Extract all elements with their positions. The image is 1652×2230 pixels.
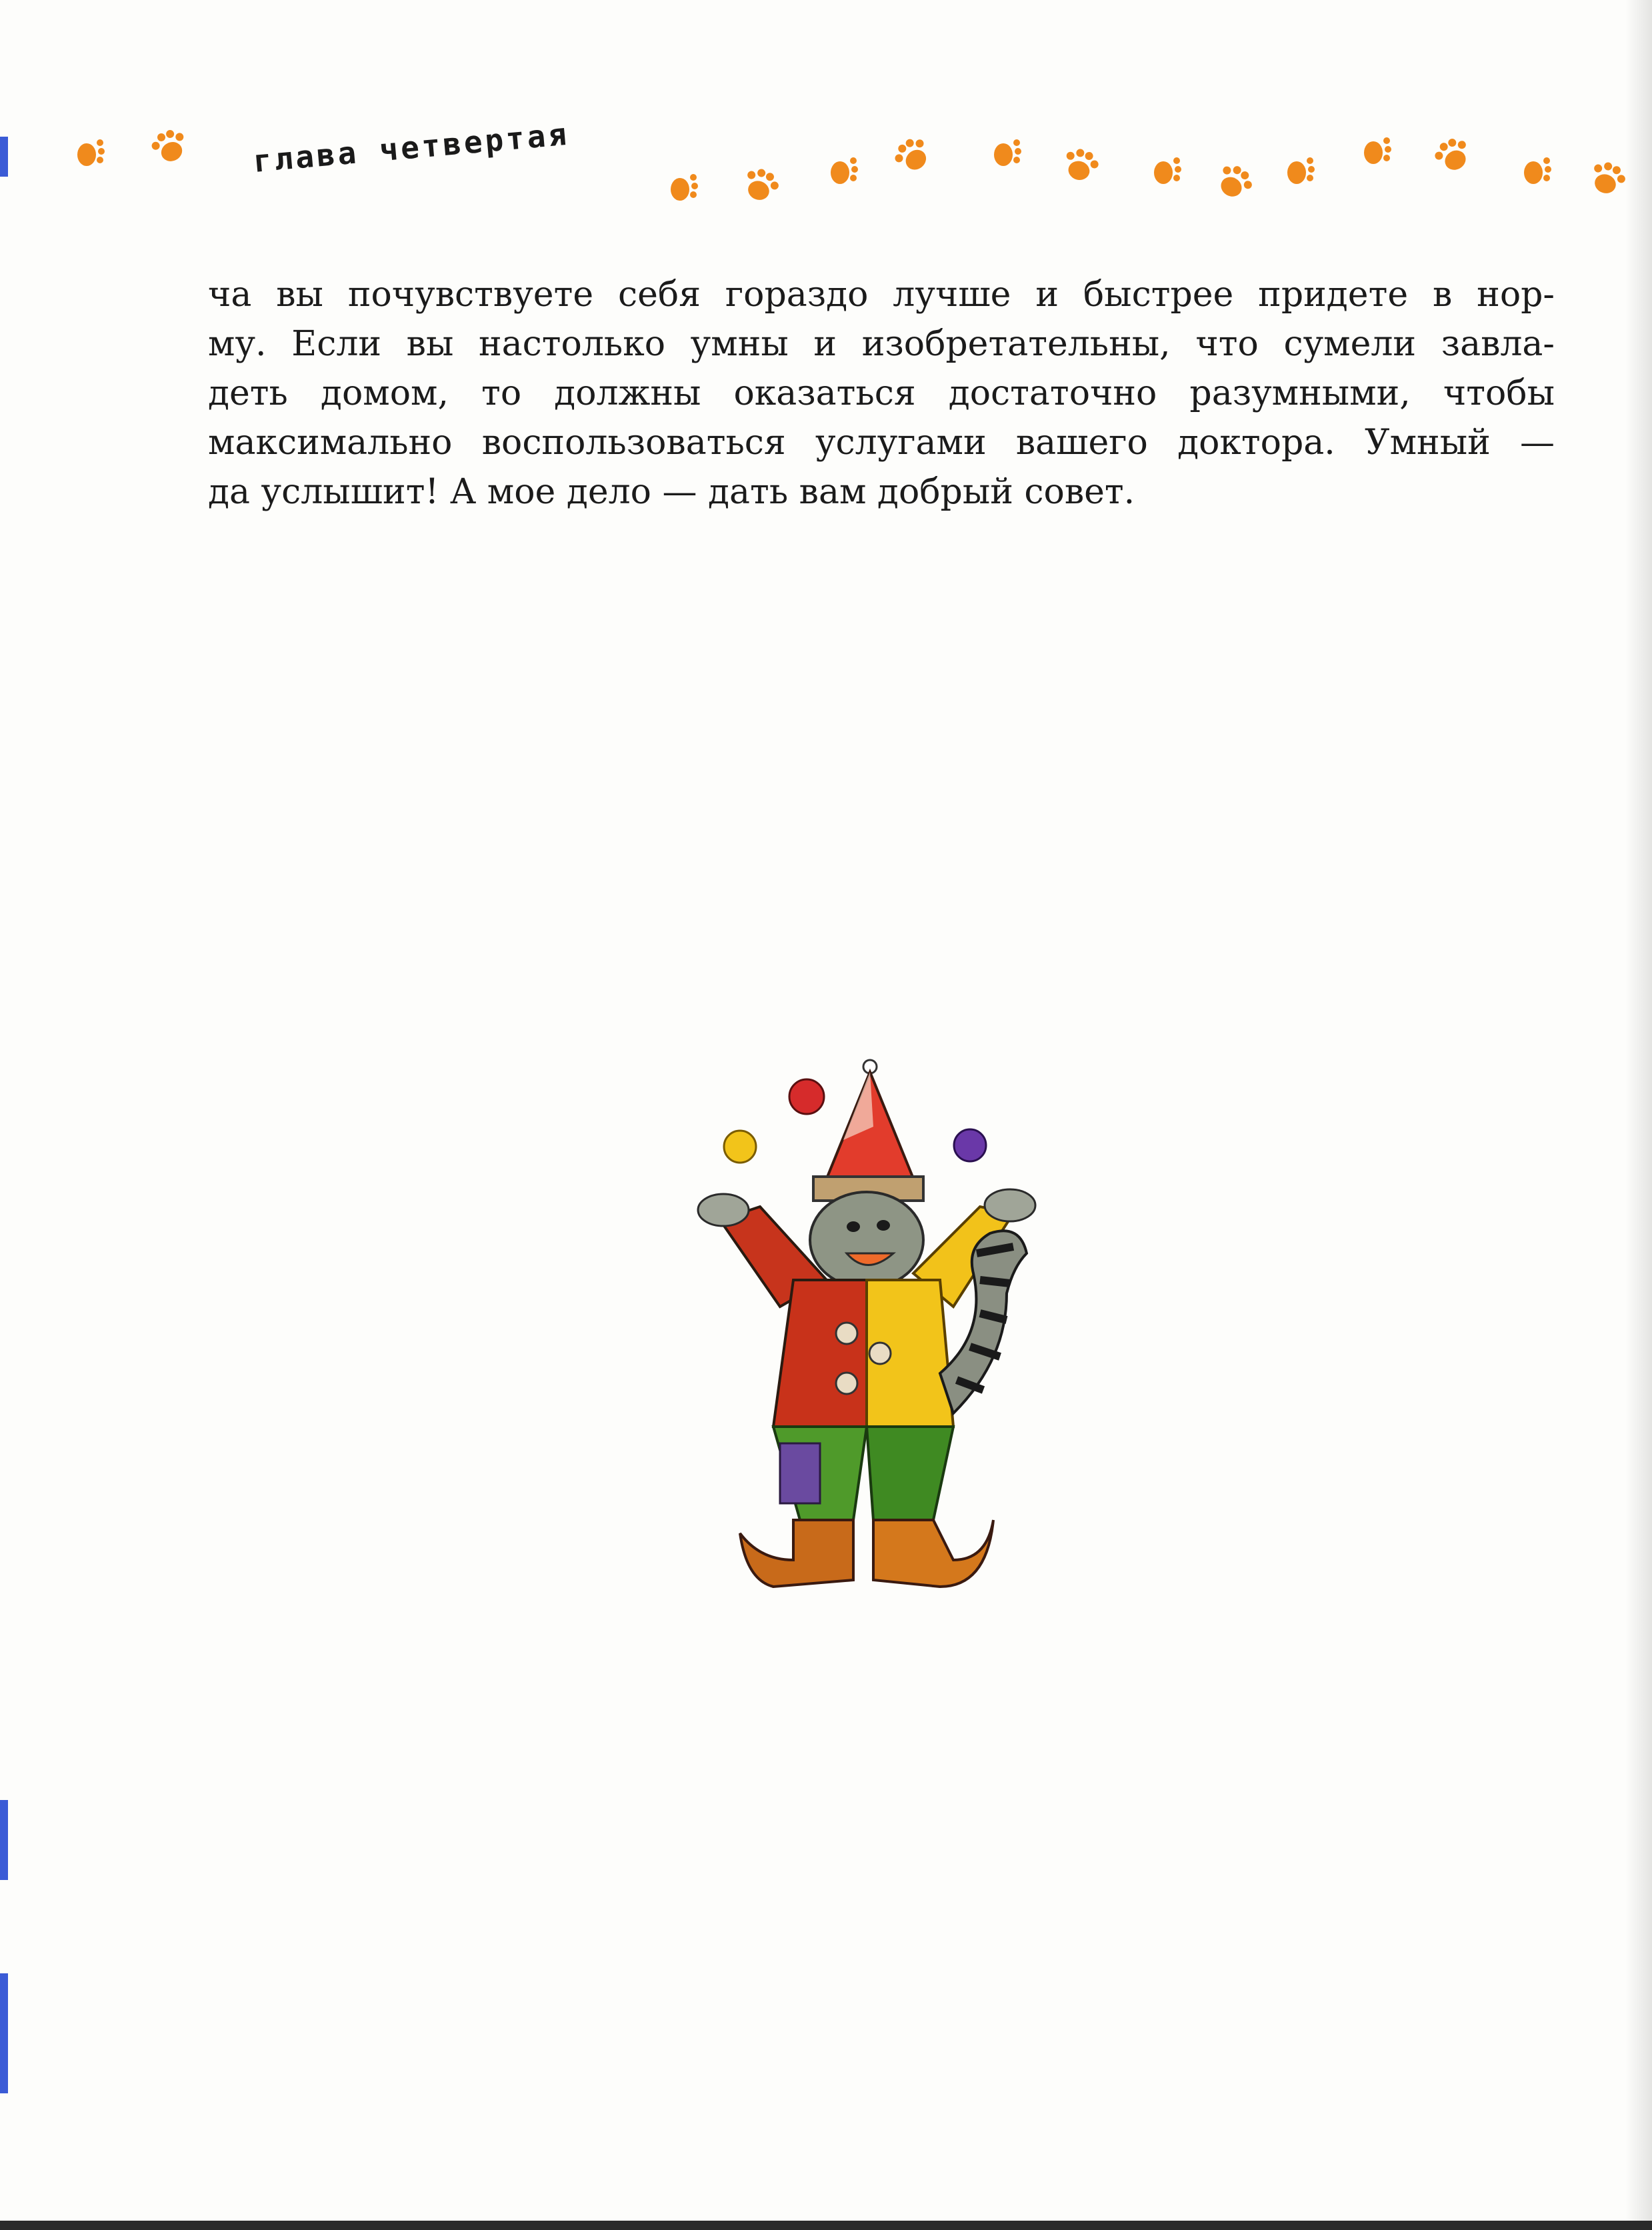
paw-icon — [890, 132, 935, 177]
text-line: максимально воспользоваться услугами вашего доктора. Умный — — [208, 423, 1555, 463]
paw-icon — [1213, 160, 1257, 203]
paw-icon — [1154, 157, 1181, 184]
paw-icon — [741, 165, 783, 205]
paw-icon — [1364, 137, 1391, 164]
paw-icon — [148, 125, 191, 167]
paw-icon — [831, 157, 858, 184]
juggling-cat-illustration — [673, 1053, 1073, 1613]
chapter-heading: глава четвертая — [251, 115, 571, 179]
body-paragraph — [208, 270, 1555, 517]
paw-print-border — [0, 120, 1652, 233]
paw-icon — [671, 174, 698, 201]
edge-mark — [0, 1973, 8, 2093]
text-line: деть домом, то должны оказаться достаточно разумными, чтобы — [208, 373, 1555, 413]
paw-icon — [1287, 157, 1315, 184]
paw-icon — [1431, 133, 1475, 176]
paw-icon — [1524, 157, 1551, 184]
edge-mark — [0, 1800, 8, 1880]
paw-icon — [994, 139, 1021, 166]
paw-icon — [1061, 146, 1101, 184]
juggling-ball-icon — [789, 1079, 824, 1114]
binding-shadow — [1625, 0, 1652, 2230]
text-line: да услышит! А мое дело — дать вам добрый совет. — [208, 472, 1135, 512]
page-bottom-edge — [0, 2221, 1652, 2230]
juggling-ball-icon — [724, 1131, 756, 1163]
text-line: ча вы почувствуете себя гораздо лучше и быстрее придете в нор- — [208, 275, 1555, 315]
juggling-ball-icon — [954, 1129, 986, 1161]
text-line: му. Если вы настолько умны и изобретательны, что сумели завла- — [208, 324, 1555, 364]
paw-icon — [77, 139, 105, 166]
paw-icon — [1587, 158, 1629, 198]
